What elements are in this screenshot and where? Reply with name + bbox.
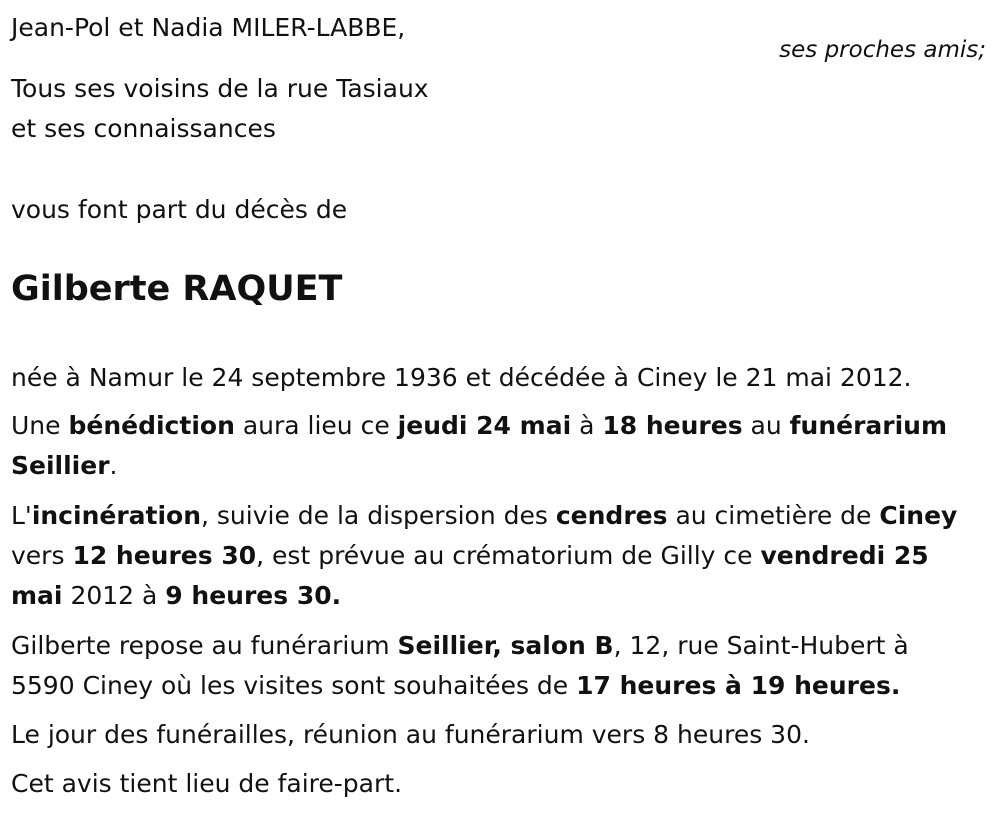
text-fragment: à (571, 411, 603, 440)
text-fragment: L' (11, 501, 32, 530)
closing-line: Cet avis tient lieu de faire-part. (11, 769, 403, 798)
rest-line-2 (11, 666, 900, 706)
bold-fragment: Seillier, salon B (397, 631, 614, 660)
bold-fragment: 12 heures 30 (72, 541, 257, 570)
bold-fragment: mai (11, 581, 63, 610)
bold-fragment: incinération (31, 501, 202, 530)
blessing-line-1 (11, 406, 947, 446)
bold-fragment: Seillier (11, 451, 110, 480)
text-fragment: Une (11, 411, 69, 440)
text-fragment: , 12, rue Saint-Hubert à (613, 631, 909, 660)
bold-fragment: 9 heures 30. (165, 581, 342, 610)
bold-fragment: vendredi 25 (760, 541, 929, 570)
blessing-line-2 (11, 446, 117, 486)
text-fragment: 5590 Ciney où les visites sont souhaitées de (11, 671, 577, 700)
funeral-day-line: Le jour des funérailles, réunion au funérarium vers 8 heures 30. (11, 720, 810, 749)
neighbours-line-2: et ses connaissances (11, 114, 276, 143)
rest-line-1 (11, 626, 909, 666)
cremation-line-3 (11, 576, 341, 616)
cremation-line-1 (11, 496, 957, 536)
text-fragment: vers (11, 541, 73, 570)
text-fragment: Gilberte repose au funérarium (11, 631, 398, 660)
bold-fragment: funérarium (789, 411, 948, 440)
text-fragment: . (109, 451, 118, 480)
text-fragment: aura lieu ce (234, 411, 398, 440)
bold-fragment: cendres (555, 501, 668, 530)
deceased-name: Gilberte RAQUET (11, 269, 343, 309)
bold-fragment: 18 heures (602, 411, 743, 440)
text-fragment: , est prévue au crématorium de Gilly ce (256, 541, 761, 570)
cremation-line-2 (11, 536, 929, 576)
announcement-line: vous font part du décès de (11, 195, 348, 224)
bold-fragment: bénédiction (68, 411, 235, 440)
text-fragment: au cimetière de (667, 501, 880, 530)
text-fragment: 2012 à (62, 581, 166, 610)
family-line: Jean-Pol et Nadia MILER-LABBE, (11, 13, 406, 42)
bold-fragment: Ciney (879, 501, 958, 530)
text-fragment: au (742, 411, 790, 440)
close-friends-line: ses proches amis; (779, 37, 986, 63)
birth-death-line: née à Namur le 24 septembre 1936 et décédée à Ciney le 21 mai 2012. (11, 363, 912, 392)
text-fragment: , suivie de la dispersion des (201, 501, 556, 530)
bold-fragment: 17 heures à 19 heures. (576, 671, 901, 700)
bold-fragment: jeudi 24 mai (397, 411, 572, 440)
neighbours-line-1: Tous ses voisins de la rue Tasiaux (11, 74, 429, 103)
